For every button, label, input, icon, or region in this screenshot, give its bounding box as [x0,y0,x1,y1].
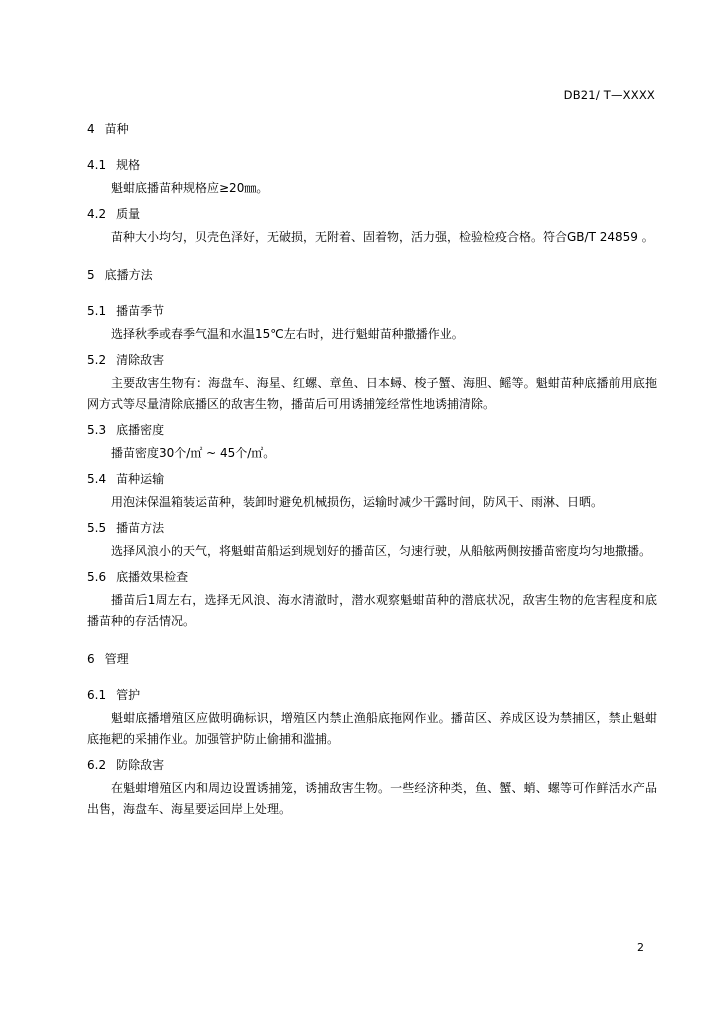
section-heading-4-1 [87,156,657,174]
section-text-6-1: 魁蚶底播增殖区应做明确标识，增殖区内禁止渔船底拖网作业。播苗区、养成区设为禁捕区，禁止魁蚶底拖耙的采捕作业。加强管护防止偷捕和滥捕。 [87,711,657,746]
section-title: 底播方法 [104,268,153,282]
page-number: 2 [637,941,644,954]
section-title: 质量 [116,207,141,221]
section-text-6-2: 在魁蚶增殖区内和周边设置诱捕笼，诱捕敌害生物。一些经济种类，鱼、蟹、蛸、螺等可作鲜活水产品出售，海盘车、海星要运回岸上处理。 [87,781,657,816]
section-title: 规格 [116,158,141,172]
section-text-5-2: 主要敌害生物有：海盘车、海星、红螺、章鱼、日本蟳、梭子蟹、海胆、鳐等。魁蚶苗种底播前用底拖网方式等尽量清除底播区的敌害生物，播苗后可用诱捕笼经常性地诱捕清除。 [87,376,657,411]
section-number: 5.1 [87,304,107,318]
section-heading-5-2 [87,351,657,369]
section-text-5-4: 用泡沫保温箱装运苗种，装卸时避免机械损伤，运输时减少干露时间，防风干、雨淋、日晒。 [111,495,604,509]
section-text-4-1: 魁蚶底播苗种规格应≥20㎜。 [111,181,269,195]
section-title: 底播密度 [116,423,165,437]
section-text-4-2: 苗种大小均匀，贝壳色泽好，无破损，无附着、固着物，活力强，检验检疫合格。符合GB/T 24859 。 [111,230,654,244]
section-number: 4.1 [87,158,107,172]
section-number: 6.2 [87,758,107,772]
section-title: 清除敌害 [116,353,165,367]
section-title: 播苗季节 [116,304,165,318]
section-heading-6-2 [87,756,657,774]
section-heading-4-2 [87,205,657,223]
section-heading-5-4 [87,470,657,488]
section-title: 底播效果检查 [116,570,189,584]
section-heading-5-1 [87,302,657,320]
section-number: 5 [87,268,95,282]
document-code: DB21/ T—XXXX [563,88,655,102]
section-heading-5-6 [87,568,657,586]
section-heading-5-3 [87,421,657,439]
section-title: 苗种运输 [116,472,165,486]
section-number: 5.6 [87,570,107,584]
section-number: 5.3 [87,423,107,437]
section-heading-4 [87,120,657,138]
section-title: 防除敌害 [116,758,165,772]
section-number: 5.2 [87,353,107,367]
section-text-5-3: 播苗密度30个/㎡ ~ 45个/㎡。 [111,446,276,460]
section-number: 5.5 [87,521,107,535]
section-text-5-6: 播苗后1周左右，选择无风浪、海水清澈时，潜水观察魁蚶苗种的潜底状况，敌害生物的危害程度和底播苗种的存活情况。 [87,593,657,628]
section-number: 6.1 [87,688,107,702]
section-title: 苗种 [104,122,129,136]
section-heading-5 [87,266,657,284]
section-number: 6 [87,652,95,666]
section-text-5-5: 选择风浪小的天气，将魁蚶苗船运到规划好的播苗区，匀速行驶，从船舷两侧按播苗密度均匀地撒播。 [111,544,652,558]
section-title: 管护 [116,688,141,702]
section-heading-6-1 [87,686,657,704]
section-number: 5.4 [87,472,107,486]
section-heading-5-5 [87,519,657,537]
section-title: 管理 [104,652,129,666]
section-heading-6 [87,650,657,668]
section-number: 4 [87,122,95,136]
section-text-5-1: 选择秋季或春季气温和水温15℃左右时，进行魁蚶苗种撒播作业。 [111,327,464,341]
section-title: 播苗方法 [116,521,165,535]
document-body [87,120,657,820]
section-number: 4.2 [87,207,107,221]
